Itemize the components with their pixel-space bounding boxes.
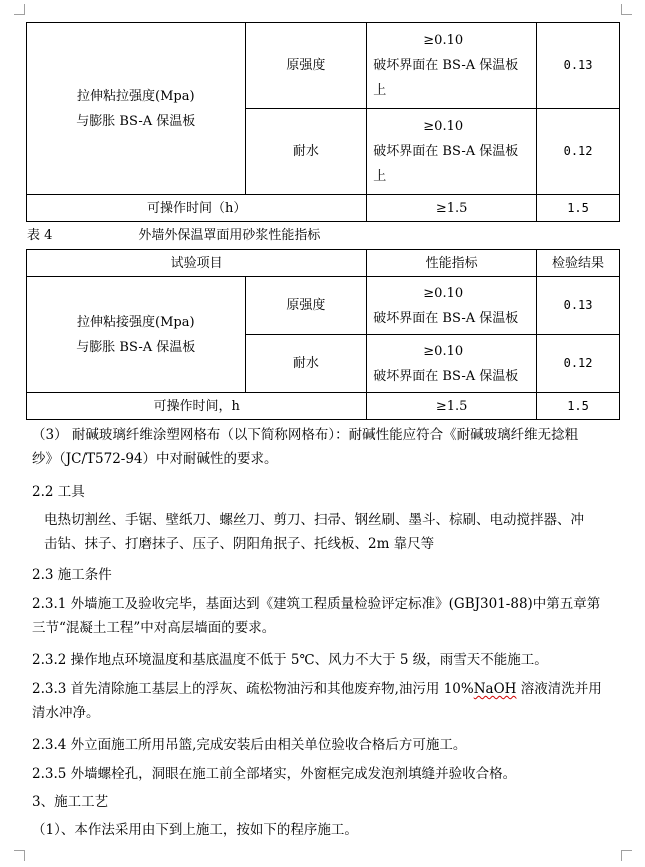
result-cell: 1.5 bbox=[537, 393, 620, 420]
paragraph-2-3-5: 2.3.5 外墙螺栓孔，洞眼在施工前全部堵实，外窗框完成发泡剂填缝并验收合格。 bbox=[32, 766, 517, 782]
test-item-cell bbox=[27, 23, 246, 195]
header-result: 检验结果 bbox=[537, 250, 620, 277]
item-cell: 可操作时间，h bbox=[27, 393, 367, 420]
table-row bbox=[27, 23, 620, 109]
paragraph-process-1: （1）、本作法采用由下到上施工，按如下的程序施工。 bbox=[32, 822, 358, 838]
criteria-cell: ≥1.5 bbox=[367, 195, 537, 222]
condition-cell: 原强度 bbox=[245, 23, 367, 109]
table-4 bbox=[26, 249, 620, 420]
paragraph-2-3-3: 2.3.3 首先清除施工基层上的浮灰、疏松物油污和其他废弃物,油污用 10%NaOH 溶液清洗并用 清水冲净。 bbox=[32, 681, 602, 721]
caption-title: 外墙外保温罩面用砂浆性能指标 bbox=[138, 228, 321, 243]
criteria-cell: ≥0.10 破坏界面在 BS-A 保温板 bbox=[367, 335, 537, 393]
result-cell: 0.13 bbox=[537, 23, 620, 109]
page-corner-mark bbox=[14, 850, 25, 861]
criteria-cell: ≥1.5 bbox=[367, 393, 537, 420]
heading-tools: 2.2 工具 bbox=[32, 484, 85, 500]
test-item-cell bbox=[27, 277, 246, 393]
table-row bbox=[27, 277, 620, 335]
heading-process: 3、施工工艺 bbox=[32, 794, 109, 810]
caption-number: 表 4 bbox=[27, 228, 53, 243]
condition-cell: 耐水 bbox=[245, 335, 367, 393]
result-cell: 0.13 bbox=[537, 277, 620, 335]
paragraph-mesh: （3） 耐碱玻璃纤维涂塑网格布（以下简称网格布）：耐碱性能应符合《耐碱玻璃纤维无捻粗 纱》（JC/T572-94）中对耐碱性的要求。 bbox=[32, 427, 579, 467]
criteria-cell: ≥0.10 破坏界面在 BS-A 保温板 上 bbox=[367, 109, 537, 195]
paragraph-2-3-2: 2.3.2 操作地点环境温度和基底温度不低于 5℃、风力不大于 5 级，雨雪天不能施工。 bbox=[32, 652, 548, 668]
header-spec: 性能指标 bbox=[367, 250, 537, 277]
criteria-cell: ≥0.10 破坏界面在 BS-A 保温板 上 bbox=[367, 23, 537, 109]
table-caption bbox=[27, 224, 320, 243]
item-cell: 可操作时间（h） bbox=[27, 195, 367, 222]
result-cell: 0.12 bbox=[537, 109, 620, 195]
condition-cell: 耐水 bbox=[245, 109, 367, 195]
paragraph-tools: 电热切割丝、手锯、壁纸刀、螺丝刀、剪刀、扫帚、钢丝刷、墨斗、棕刷、电动搅拌器、冲 击钻、抹子、打磨抹子、压子、阴阳角抿子、托线板、2m 靠尺等 bbox=[44, 512, 584, 552]
condition-cell: 原强度 bbox=[245, 277, 367, 335]
table-row bbox=[27, 393, 620, 420]
table-header-row bbox=[27, 250, 620, 277]
criteria-cell: ≥0.10 破坏界面在 BS-A 保温板 bbox=[367, 277, 537, 335]
item-text: 与膨胀 BS-A 保温板 bbox=[76, 339, 196, 355]
item-text: 拉伸粘接强度(Mpa) bbox=[77, 314, 195, 330]
heading-conditions: 2.3 施工条件 bbox=[32, 567, 112, 583]
page-corner-mark bbox=[14, 4, 25, 15]
page-corner-mark bbox=[621, 4, 632, 15]
table-3 bbox=[26, 22, 620, 222]
paragraph-2-3-1: 2.3.1 外墙施工及验收完毕，基面达到《建筑工程质量检验评定标准》(GBJ301-88)中第五章第 三节“混凝土工程”中对高层墙面的要求。 bbox=[32, 596, 601, 636]
header-test-item: 试验项目 bbox=[27, 250, 367, 277]
table-row bbox=[27, 195, 620, 222]
paragraph-2-3-4: 2.3.4 外立面施工所用吊篮,完成安装后由相关单位验收合格后方可施工。 bbox=[32, 737, 467, 753]
item-text: 拉伸粘拉强度(Mpa) bbox=[77, 88, 195, 104]
item-text: 与膨胀 BS-A 保温板 bbox=[76, 113, 196, 129]
result-cell: 0.12 bbox=[537, 335, 620, 393]
result-cell: 1.5 bbox=[537, 195, 620, 222]
page-corner-mark bbox=[621, 850, 632, 861]
